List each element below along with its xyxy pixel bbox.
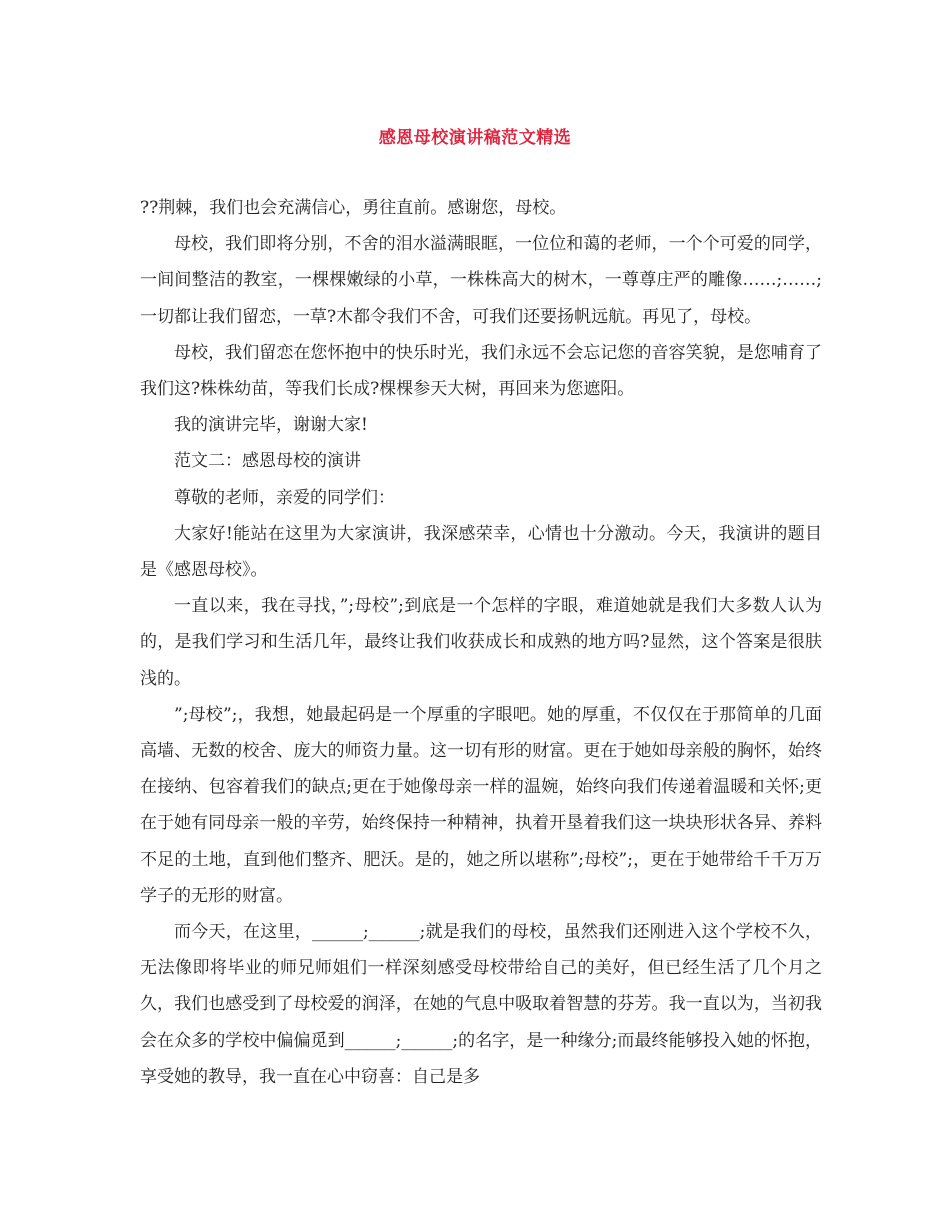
document-title: 感恩母校演讲稿范文精选 <box>378 128 572 148</box>
paragraph: 我的演讲完毕，谢谢大家! <box>174 415 368 436</box>
section-heading: 范文二：感恩母校的演讲 <box>174 451 361 472</box>
paragraph: ??荆棘，我们也会充满信心，勇往直前。感谢您，母校。 <box>140 198 567 218</box>
document-body <box>140 190 822 1095</box>
paragraph: 而今天，在这里，______;______;就是我们的母校，虽然我们还刚进入这个学校不久，无法像即将毕业的师兄师姐们一样深刻感受母校带给自己的美好，但已经生活了几个月之久，我们也感受到了母校爱的润泽，在她的气息中吸取着智慧的芬芳。我一直以为，当初我会在众多的学校中偏偏觅到______;______;的名字，是一种缘分;而最终能够投入她的怀抱，享受她的教导，我一直在心中窃喜：自己是多 <box>140 922 822 1087</box>
salutation: 尊敬的老师，亲爱的同学们： <box>174 487 395 508</box>
paragraph: 一直以来，我在寻找，”;母校”;到底是一个怎样的字眼，难道她就是我们大多数人认为的，是我们学习和生活几年，最终让我们收获成长和成熟的地方吗?显然，这个答案是很肤浅的。 <box>140 596 822 689</box>
paragraph: 母校，我们留恋在您怀抱中的快乐时光，我们永远不会忘记您的音容笑貌，是您哺育了我们这?株株幼苗，等我们长成?棵棵参天大树，再回来为您遮阳。 <box>140 342 822 400</box>
paragraph: ”;母校”;，我想，她最起码是一个厚重的字眼吧。她的厚重，不仅仅在于那简单的几面高墙、无数的校舍、庞大的师资力量。这一切有形的财富。更在于她如母亲般的胸怀，始终在接纳、包容着我们的缺点;更在于她像母亲一样的温婉，始终向我们传递着温暖和关怀;更在于她有同母亲一般的辛劳，始终保持一种精神，执着开垦着我们这一块块形状各异、养料不足的土地，直到他们整齐、肥沃。是的，她之所以堪称”;母校”;，更在于她带给千千万万学子的无形的财富。 <box>140 704 822 906</box>
paragraph: 大家好!能站在这里为大家演讲，我深感荣幸，心情也十分激动。今天，我演讲的题目是《感恩母校》。 <box>140 523 822 581</box>
paragraph: 母校，我们即将分别，不舍的泪水溢满眼眶，一位位和蔼的老师，一个个可爱的同学，一间间整洁的教室，一棵棵嫩绿的小草，一株株高大的树木，一尊尊庄严的雕像……;……;一切都让我们留恋，一草?木都令我们不舍，可我们还要扬帆远航。再见了，母校。 <box>140 234 822 327</box>
